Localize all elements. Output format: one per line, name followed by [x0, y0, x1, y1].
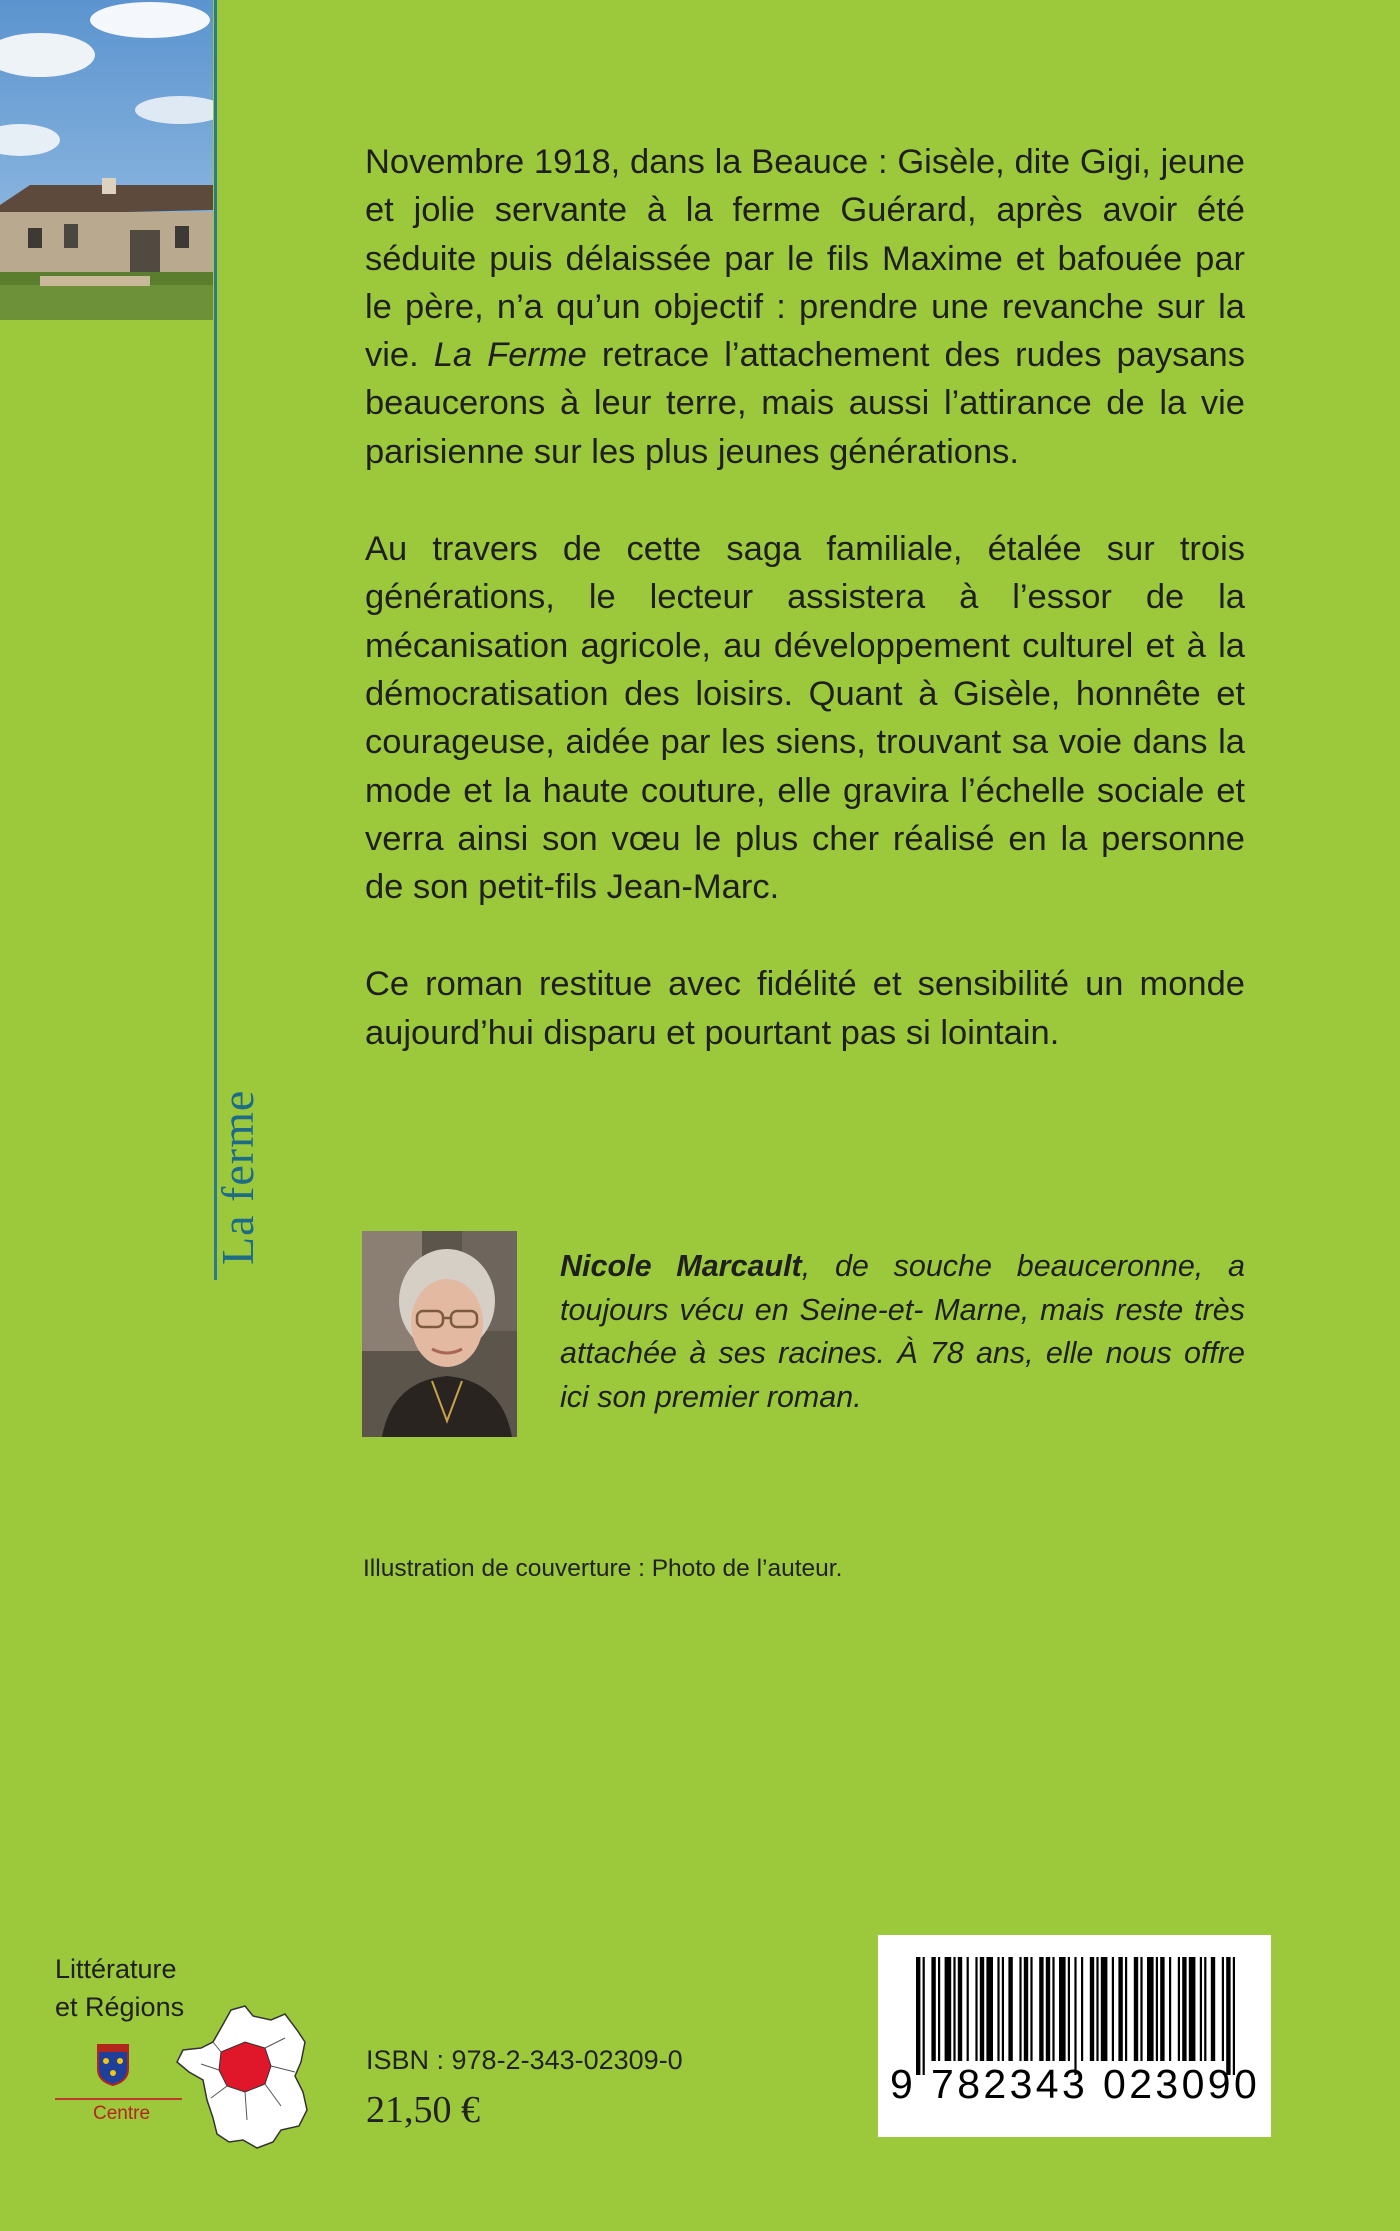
barcode-bar [997, 1957, 999, 2061]
isbn: ISBN : 978-2-343-02309-0 [366, 2045, 683, 2075]
barcode-bar [1156, 1957, 1158, 2061]
barcode-bar [1052, 1957, 1054, 2061]
barcode-bar [1169, 1957, 1171, 2061]
barcode-bar [1039, 1957, 1043, 2061]
barcode-bar [923, 1957, 925, 2075]
barcode-bar [980, 1957, 984, 2061]
barcode [878, 1935, 1271, 2137]
blurb-paragraph-1 [365, 138, 1245, 476]
barcode-bar [1046, 1957, 1050, 2061]
barcode-bar [1134, 1957, 1138, 2061]
blurb-book-title: La Ferme [433, 336, 587, 375]
barcode-bar [916, 1957, 920, 2075]
barcode-bar [958, 1957, 962, 2061]
barcode-bar [986, 1957, 993, 2061]
barcode-bar [1147, 1957, 1154, 2061]
price: 21,50 € [366, 2089, 480, 2131]
france-map-icon [173, 2002, 323, 2152]
barcode-bar [1178, 1957, 1180, 2061]
author-bio-text: , de souche beauceronne, a toujours vécu en Seine-et- Marne, mais reste très attachée à ses racines. À 78 ans, elle nous offre ici son premier roman. [560, 1249, 1245, 1414]
cover-credit: Illustration de couverture : Photo de l’auteur. [363, 1555, 843, 1582]
collection-region: Centre [93, 2103, 151, 2124]
barcode-bar [931, 1957, 935, 2061]
barcode-bar [1030, 1957, 1032, 2061]
barcode-bar [1068, 1957, 1070, 2061]
collection-logo [55, 1950, 295, 2150]
barcode-bar [1118, 1957, 1122, 2061]
barcode-bar [1008, 1957, 1012, 2061]
barcode-bar [967, 1957, 969, 2061]
blurb-p1-end: retrace l’attachement des rudes paysans beaucerons à leur terre, mais aussi l’attirance de la vie parisienne sur les plus jeunes générations. [365, 336, 1245, 471]
barcode-bar [1019, 1957, 1021, 2061]
barcode-bar [1182, 1957, 1186, 2061]
barcode-bar [938, 1957, 940, 2061]
barcode-bar [1112, 1957, 1114, 2061]
barcode-bar [1160, 1957, 1164, 2061]
barcode-bar [1233, 1957, 1235, 2075]
barcode-bar [1059, 1957, 1066, 2061]
barcode-bar [1002, 1957, 1004, 2061]
barcode-bar [1024, 1957, 1028, 2061]
barcode-bar [1189, 1957, 1196, 2061]
barcode-bar [1074, 1957, 1076, 2075]
barcode-bar [1222, 1957, 1224, 2061]
barcode-bar [1211, 1957, 1215, 2061]
barcode-bar [1101, 1957, 1108, 2061]
barcode-bar [1096, 1957, 1098, 2061]
barcode-bar [1200, 1957, 1202, 2061]
back-cover-blurb [365, 138, 1245, 1057]
barcode-bar [953, 1957, 955, 2061]
barcode-digits: 9 782343 023090 [890, 2061, 1261, 2107]
collection-name-line2: et Régions [55, 1992, 185, 2022]
collection-divider [55, 2098, 182, 2100]
author-name: Nicole Marcault [560, 1249, 802, 1283]
barcode-bar [1140, 1957, 1142, 2061]
barcode-bar [1226, 1957, 1230, 2075]
barcode-bar [1081, 1957, 1083, 2061]
collection-name-line1: Littérature [55, 1954, 177, 1984]
barcode-bar [1125, 1957, 1127, 2061]
region-crest-icon [96, 2043, 130, 2087]
author-bio [560, 1245, 1245, 1419]
blurb-paragraph-3: Ce roman restitue avec fidélité et sensibilité un monde aujourd’hui disparu et pourtant pas si lointain. [365, 965, 1245, 1052]
cover-photo-farm [0, 0, 213, 320]
barcode-bar [945, 1957, 952, 2061]
barcode-bar [975, 1957, 977, 2061]
barcode-bar [1090, 1957, 1094, 2061]
spine-divider [214, 0, 217, 1280]
author-photo [362, 1231, 517, 1437]
blurb-p1-start: Novembre 1918, dans la Beauce : Gisèle, dite Gigi, jeune et jolie servante à la ferme Guérard, après avoir été séduite puis délaissée par le fils Maxime et bafouée par le père, n’a qu’un objectif : prendre une revanche sur la vie. [365, 143, 1245, 375]
barcode-bar [1204, 1957, 1206, 2061]
spine-title: La ferme [212, 1089, 263, 1265]
blurb-paragraph-2: Au travers de cette saga familiale, étalée sur trois générations, le lecteur assistera à l’essor de la mécanisation agricole, au développement culturel et à la démocratisation des loisirs. Quant à Gisèle, honnête et courageuse, aidée par les siens, trouvant sa voie dans la mode et la haute couture, elle gravira l’échelle sociale et verra ainsi son vœu le plus cher réalisé en la personne de son petit-fils Jean-Marc. [365, 530, 1245, 907]
